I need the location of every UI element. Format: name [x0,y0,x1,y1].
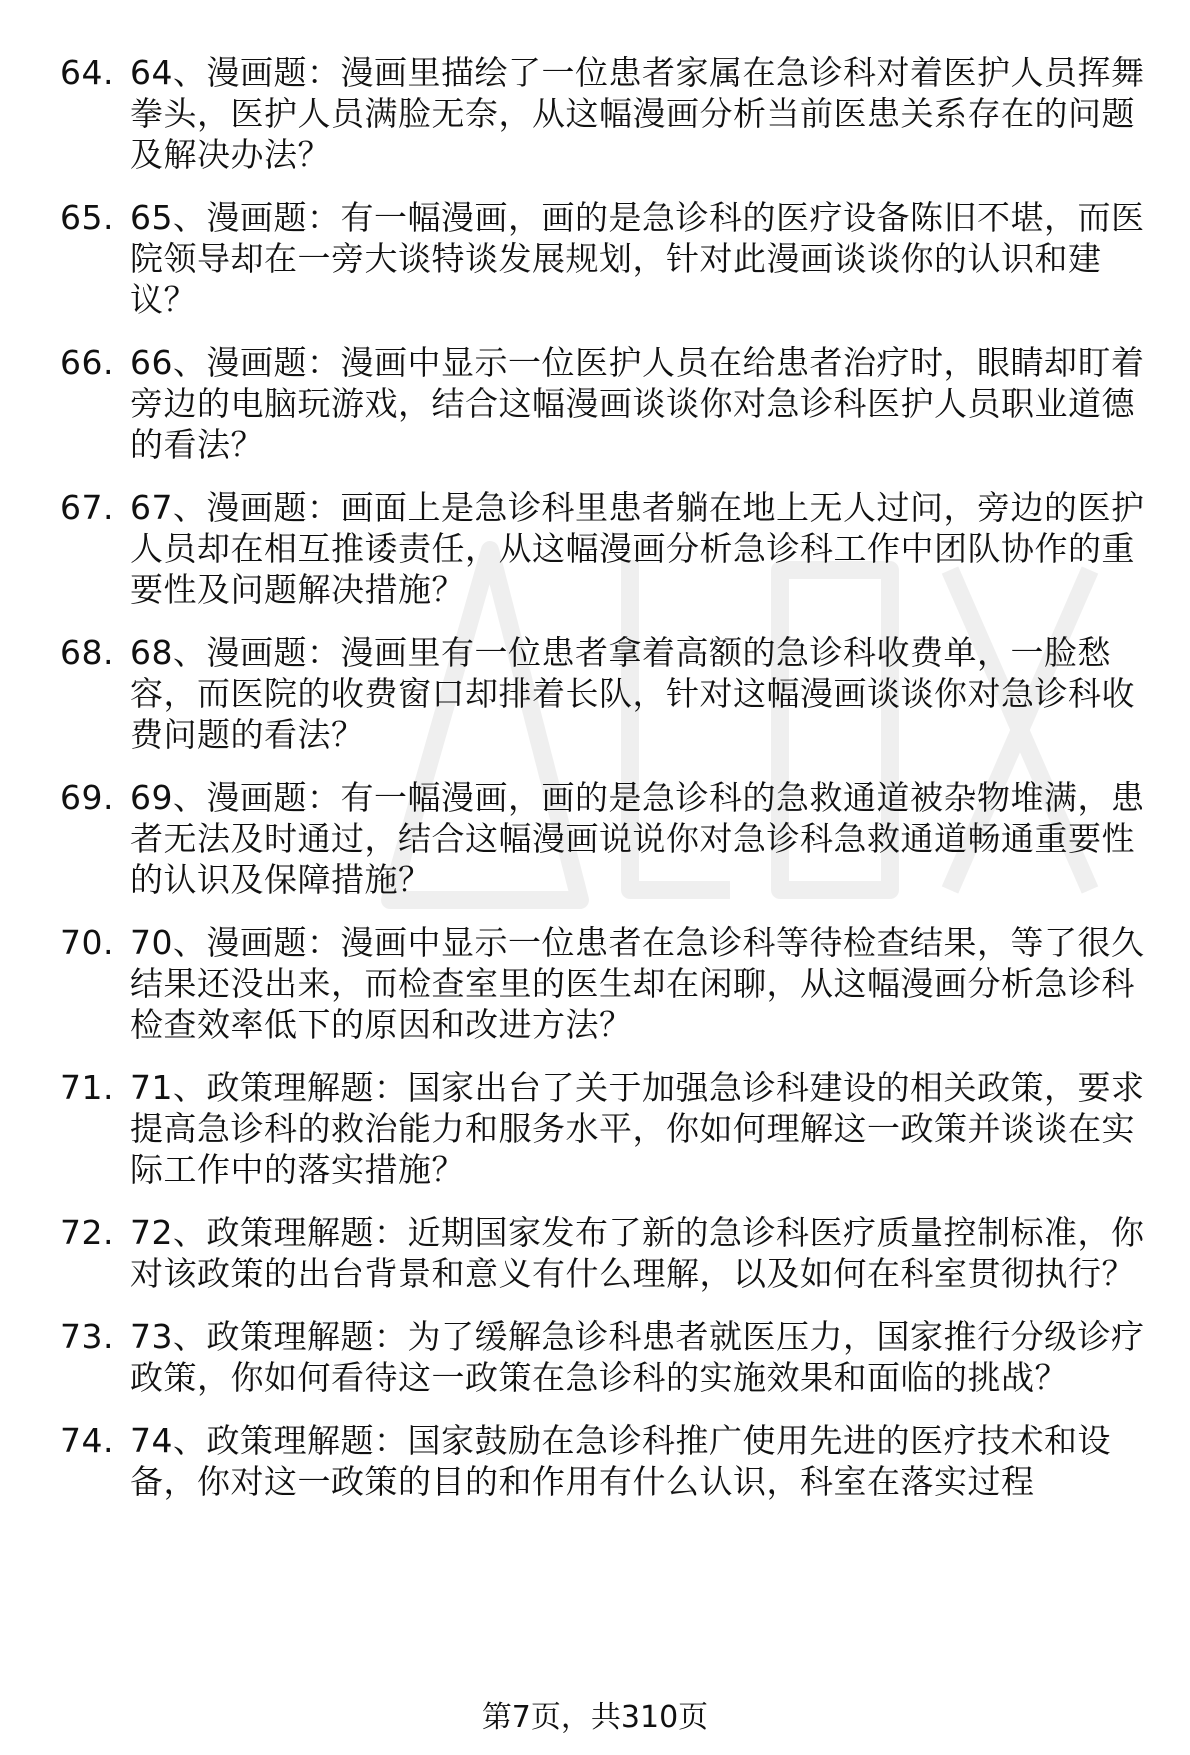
question-number: 74. [60,1421,114,1460]
question-number: 70. [60,923,114,962]
question-text: 68、漫画题：漫画里有一位患者拿着高额的急诊科收费单，一脸愁容，而医院的收费窗口却排着长队，针对这幅漫画谈谈你对急诊科收费问题的看法？ [130,633,1135,754]
question-item [60,777,1160,900]
question-item [60,197,1160,320]
question-item [60,1067,1160,1190]
question-item [60,922,1160,1045]
question-item [60,487,1160,610]
question-item [60,1316,1160,1398]
question-text: 64、漫画题：漫画里描绘了一位患者家属在急诊科对着医护人员挥舞拳头，医护人员满脸无奈，从这幅漫画分析当前医患关系存在的问题及解决办法？ [130,53,1145,174]
page-indicator: 第7页，共310页 [481,1700,709,1735]
page-footer [0,1700,1190,1736]
question-number: 71. [60,1068,114,1107]
question-number: 67. [60,488,114,527]
question-list [60,52,1160,1524]
question-number: 65. [60,198,114,237]
question-number: 72. [60,1213,114,1252]
question-item [60,1420,1160,1502]
question-text: 69、漫画题：有一幅漫画，画的是急诊科的急救通道被杂物堆满，患者无法及时通过，结合这幅漫画说说你对急诊科急救通道畅通重要性的认识及保障措施？ [130,778,1145,899]
question-text: 72、政策理解题：近期国家发布了新的急诊科医疗质量控制标准，你对该政策的出台背景和意义有什么理解，以及如何在科室贯彻执行？ [130,1213,1145,1293]
question-text: 73、政策理解题：为了缓解急诊科患者就医压力，国家推行分级诊疗政策，你如何看待这一政策在急诊科的实施效果和面临的挑战？ [130,1317,1145,1397]
question-item [60,342,1160,465]
question-item [60,632,1160,755]
question-text: 74、政策理解题：国家鼓励在急诊科推广使用先进的医疗技术和设备，你对这一政策的目的和作用有什么认识，科室在落实过程 [130,1421,1111,1501]
question-text: 66、漫画题：漫画中显示一位医护人员在给患者治疗时，眼睛却盯着旁边的电脑玩游戏，结合这幅漫画谈谈你对急诊科医护人员职业道德的看法？ [130,343,1145,464]
question-text: 71、政策理解题：国家出台了关于加强急诊科建设的相关政策，要求提高急诊科的救治能力和服务水平，你如何理解这一政策并谈谈在实际工作中的落实措施？ [130,1068,1145,1189]
question-number: 73. [60,1317,114,1356]
question-item [60,52,1160,175]
question-item [60,1212,1160,1294]
question-number: 64. [60,53,114,92]
question-text: 65、漫画题：有一幅漫画，画的是急诊科的医疗设备陈旧不堪，而医院领导却在一旁大谈特谈发展规划，针对此漫画谈谈你的认识和建议？ [130,198,1145,319]
question-text: 67、漫画题：画面上是急诊科里患者躺在地上无人过问，旁边的医护人员却在相互推诿责任，从这幅漫画分析急诊科工作中团队协作的重要性及问题解决措施？ [130,488,1145,609]
question-number: 66. [60,343,114,382]
question-number: 69. [60,778,114,817]
question-number: 68. [60,633,114,672]
question-text: 70、漫画题：漫画中显示一位患者在急诊科等待检查结果，等了很久结果还没出来，而检查室里的医生却在闲聊，从这幅漫画分析急诊科检查效率低下的原因和改进方法？ [130,923,1145,1044]
